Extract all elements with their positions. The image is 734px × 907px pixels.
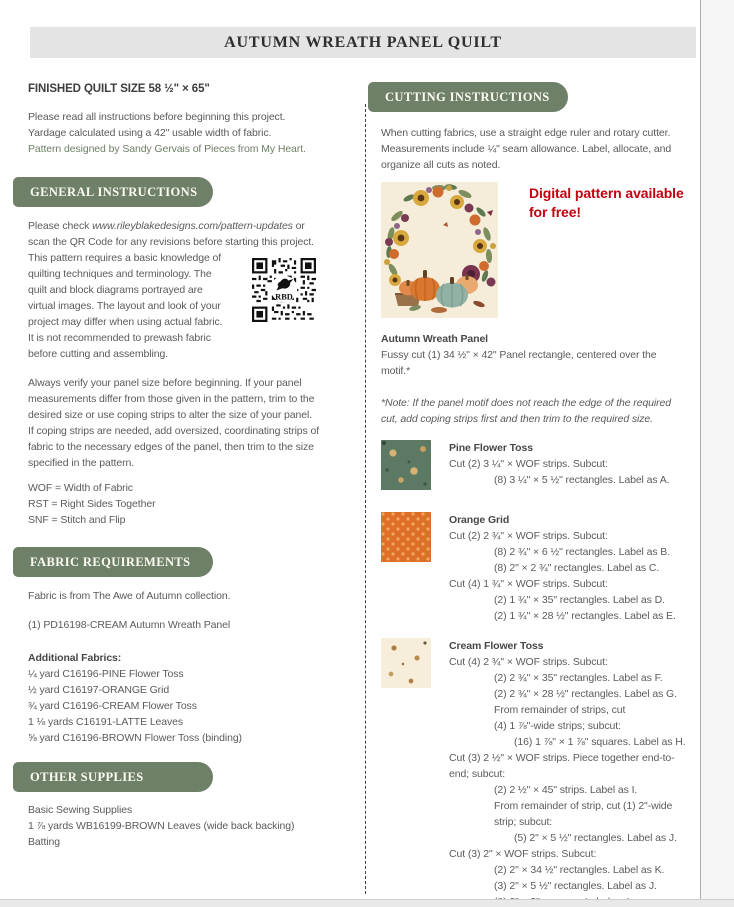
cutting-line: end; subcut: bbox=[449, 768, 506, 780]
left-column bbox=[28, 75, 358, 850]
cutting-line: Cut (2) 2 ¾" × WOF strips. Subcut: bbox=[449, 530, 608, 542]
coping-strip-note bbox=[381, 395, 693, 427]
fabric-requirement-item: ¾ yard C16196-CREAM Flower Toss bbox=[28, 700, 197, 712]
page-bottom-edge bbox=[0, 899, 734, 907]
general-instructions-line: before cutting and assembling. bbox=[28, 348, 169, 360]
intro-line: Please read all instructions before beginning this project. bbox=[28, 111, 286, 123]
page-title: AUTUMN WREATH PANEL QUILT bbox=[30, 27, 696, 58]
digital-note-line: for free! bbox=[529, 204, 581, 220]
general-instructions-line: quilting techniques and terminology. The bbox=[28, 268, 212, 280]
supply-item: Batting bbox=[28, 836, 60, 848]
cutting-line: (5) 2" × 5 ½" rectangles. Label as J. bbox=[514, 832, 677, 844]
general-instructions-header: GENERAL INSTRUCTIONS bbox=[13, 177, 213, 207]
cutting-line: (2) 2 ¾" × 28 ½" rectangles. Label as G. bbox=[494, 688, 677, 700]
fabric-requirement-item: ½ yard C16197-ORANGE Grid bbox=[28, 684, 170, 696]
fabric-name: Cream Flower Toss bbox=[449, 640, 544, 652]
text-segment: or bbox=[292, 220, 305, 232]
abbreviation-line: WOF = Width of Fabric bbox=[28, 482, 133, 494]
general-instructions-line: It is not recommended to prewash fabric bbox=[28, 332, 211, 344]
other-supplies-header: OTHER SUPPLIES bbox=[13, 762, 213, 792]
cutting-line: (2) 2" × 34 ½" rectangles. Label as K. bbox=[494, 864, 665, 876]
general-instructions-line: This pattern requires a basic knowledge of bbox=[28, 252, 222, 264]
note-line: cut, add coping strips first and then trim to the required size. bbox=[381, 413, 653, 425]
cutting-instructions-paragraph bbox=[381, 125, 693, 173]
general-instructions-line: virtual images. The layout and look of your bbox=[28, 300, 221, 312]
fabric-requirement-item: ¼ yard C16196-PINE Flower Toss bbox=[28, 668, 184, 680]
cutting-line: (4) 1 ⅞"-wide strips; subcut: bbox=[494, 720, 621, 732]
qr-code-image bbox=[252, 258, 316, 322]
qr-brand-label: RBD bbox=[275, 292, 293, 302]
panel-cut-line: Fussy cut (1) 34 ½" × 42" Panel rectangle, centered over the bbox=[381, 349, 657, 361]
general-instructions-line: measurements differ from those given in the pattern, trim to the bbox=[28, 393, 315, 405]
note-line: *Note: If the panel motif does not reach the edge of the required bbox=[381, 397, 672, 409]
fabric-cutting-row bbox=[381, 512, 693, 624]
pattern-updates-link[interactable]: www.rileyblakedesigns.com/pattern-updates bbox=[92, 220, 293, 232]
cutting-line: Cut (2) 3 ¼" × WOF strips. Subcut: bbox=[449, 458, 608, 470]
abbreviation-line: RST = Right Sides Together bbox=[28, 498, 156, 510]
cutting-line: Cut (4) 2 ¾" × WOF strips. Subcut: bbox=[449, 656, 608, 668]
column-divider bbox=[365, 104, 366, 894]
additional-fabrics-label: Additional Fabrics: bbox=[28, 652, 122, 664]
general-instructions-line: quilt and block diagrams portrayed are bbox=[28, 284, 203, 296]
cutting-instructions-line: organize all cuts as noted. bbox=[381, 159, 501, 171]
intro-paragraph bbox=[28, 109, 358, 141]
panel-cut-title: Autumn Wreath Panel bbox=[381, 333, 489, 345]
general-instructions-line: Always verify your panel size before beginning. If your panel bbox=[28, 377, 302, 389]
cutting-instructions-line: When cutting fabrics, use a straight edge ruler and rotary cutter. bbox=[381, 127, 671, 139]
cutting-instructions-header: CUTTING INSTRUCTIONS bbox=[368, 82, 568, 112]
cutting-line: (2) 2 ¾" × 35" rectangles. Label as F. bbox=[494, 672, 663, 684]
finished-quilt-size: FINISHED QUILT SIZE 58 ½" × 65" bbox=[28, 83, 210, 95]
supply-item: 1 ⅞ yards WB16199-BROWN Leaves (wide back backing) bbox=[28, 820, 295, 832]
general-instructions-line: fabric to the necessary edges of the panel, then trim to the size bbox=[28, 441, 314, 453]
digital-note-line: Digital pattern available bbox=[529, 185, 684, 201]
fabric-requirements-header: FABRIC REQUIREMENTS bbox=[13, 547, 213, 577]
supply-item: Basic Sewing Supplies bbox=[28, 804, 133, 816]
fabric-swatch-orange bbox=[381, 512, 431, 562]
cutting-line: Cut (3) 2 ½" × WOF strips. Piece together end-to- bbox=[449, 752, 675, 764]
cutting-line: (8) 2 ¾" × 6 ½" rectangles. Label as B. bbox=[494, 546, 671, 558]
panel-fabric-line: (1) PD16198-CREAM Autumn Wreath Panel bbox=[28, 619, 231, 631]
fabric-cutting-text bbox=[449, 638, 693, 907]
fabric-swatch-cream bbox=[381, 638, 431, 688]
general-instructions-line bbox=[28, 218, 358, 234]
qr-code-icon bbox=[252, 258, 316, 322]
general-instructions-line: project may differ when using actual fabric. bbox=[28, 316, 223, 328]
general-instructions-line: scan the QR Code for any revisions before starting this project. bbox=[28, 236, 314, 248]
designer-credit: Pattern designed by Sandy Gervais of Pieces from My Heart. bbox=[28, 143, 306, 155]
general-instructions-line: desired size or use coping strips to alter the size of your panel. bbox=[28, 409, 313, 421]
cutting-line: (2) 2 ½" × 45" strips. Label as I. bbox=[494, 784, 638, 796]
fabric-name: Orange Grid bbox=[449, 514, 510, 526]
cutting-line: (2) 1 ¾" × 35" rectangles. Label as D. bbox=[494, 594, 665, 606]
panel-cut-line: motif.* bbox=[381, 365, 411, 377]
cutting-line: strip; subcut: bbox=[494, 816, 553, 828]
fabric-name: Pine Flower Toss bbox=[449, 442, 533, 454]
additional-fabrics-list bbox=[28, 666, 358, 746]
cutting-line: (3) 2" × 5 ½" rectangles. Label as J. bbox=[494, 880, 657, 892]
cutting-line: (16) 1 ⅞" × 1 ⅞" squares. Label as H. bbox=[514, 736, 686, 748]
cutting-line: From remainder of strips, cut bbox=[494, 704, 626, 716]
digital-pattern-note bbox=[529, 184, 684, 222]
fabric-cutting-text bbox=[449, 440, 693, 488]
wreath-illustration-icon bbox=[381, 182, 498, 318]
text-segment: Please check bbox=[28, 220, 93, 232]
panel-image-row bbox=[381, 182, 693, 318]
fabric-swatch-pine bbox=[381, 440, 431, 490]
autumn-wreath-panel-image bbox=[381, 182, 498, 318]
other-supplies-list bbox=[28, 802, 358, 850]
general-instructions-paragraph-2 bbox=[28, 375, 358, 471]
cutting-line: From remainder of strip, cut (1) 2"-wide bbox=[494, 800, 673, 812]
fabric-cutting-row bbox=[381, 638, 693, 907]
abbreviation-list bbox=[28, 480, 358, 528]
page-right-edge bbox=[700, 0, 734, 907]
fabric-cutting-sections bbox=[381, 440, 693, 907]
general-instructions-line: specified in the pattern. bbox=[28, 457, 135, 469]
fabric-requirement-item: 1 ⅛ yards C16191-LATTE Leaves bbox=[28, 716, 184, 728]
cutting-line: Cut (4) 1 ¾" × WOF strips. Subcut: bbox=[449, 578, 608, 590]
right-column bbox=[381, 75, 693, 907]
abbreviation-line: SNF = Stitch and Flip bbox=[28, 514, 126, 526]
panel-cut-instructions bbox=[381, 347, 693, 379]
general-instructions-line: If coping strips are needed, add oversized, coordinating strips of bbox=[28, 425, 320, 437]
fabric-cutting-text bbox=[449, 512, 693, 624]
cutting-line: Cut (3) 2" × WOF strips. Subcut: bbox=[449, 848, 597, 860]
fabric-requirement-item: ⅝ yard C16196-BROWN Flower Toss (binding) bbox=[28, 732, 242, 744]
cutting-line: (8) 3 ¼" × 5 ½" rectangles. Label as A. bbox=[494, 474, 670, 486]
cutting-instructions-line: Measurements include ¼" seam allowance. Label, allocate, and bbox=[381, 143, 672, 155]
fabric-collection-note: Fabric is from The Awe of Autumn collection. bbox=[28, 590, 231, 602]
cutting-line: (8) 2" × 2 ¾" rectangles. Label as C. bbox=[494, 562, 660, 574]
cutting-line: (2) 1 ¾" × 28 ½" rectangles. Label as E. bbox=[494, 610, 676, 622]
fabric-cutting-row bbox=[381, 440, 693, 490]
intro-line: Yardage calculated using a 42" usable width of fabric. bbox=[28, 127, 272, 139]
